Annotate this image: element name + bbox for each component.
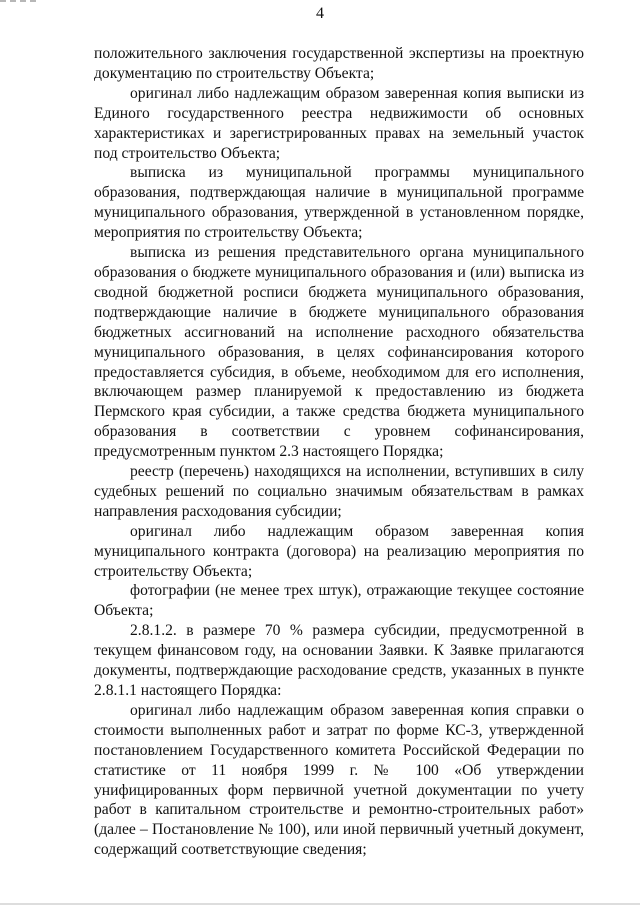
paragraph-3: выписка из муниципальной программы муниципального образования, подтверждающая наличие в муниципальной программе муниципального образования, утвержденной в установленном порядке, мероприятия по строительству Объекта; — [94, 164, 584, 242]
paragraph-5: реестр (перечень) находящихся на исполнении, вступивших в силу судебных решений по социально значимым обязательствам в рамках направления расходования субсидии; — [94, 463, 584, 520]
document-body — [94, 44, 584, 860]
paragraph-6: оригинал либо надлежащим образом заверенная копия муниципального контракта (договора) на реализацию мероприятия по строительству Объекта; — [94, 522, 584, 580]
paragraph-2: оригинал либо надлежащим образом заверенная копия выписки из Единого государственного реестра недвижимости об основных характеристиках и зарегистрированных правах на земельный участок под строительство Объекта; — [94, 84, 584, 162]
paragraph-1: положительного заключения государственной экспертизы на проектную документацию по строительству Объекта; — [94, 45, 584, 82]
paragraph-4: выписка из решения представительного органа муниципального образования о бюджете муниципального образования и (или) выписка из сводной бюджетной росписи бюджета муниципального образования, подтверждающие наличие в бюджете муниципального образования бюджетных ассигнований на исполнение расходного обязательства муниципального образования, в целях софинансирования которого предоставляется субсидия, в объеме, необходимом для его исполнения, включающем размер планируемой к предоставлению из бюджета Пермского края субсидии, а также средства бюджета муниципального образования в соответствии с уровнем софинансирования, предусмотренным пунктом 2.3 настоящего Порядка; — [94, 244, 584, 461]
paragraph-8: 2.8.1.2. в размере 70 % размера субсидии, предусмотренной в текущем финансовом году, на основании Заявки. К Заявке прилагаются документы, подтверждающие расходование средств, указанных в пункте 2.8.1.1 настоящего Порядка: — [94, 622, 584, 699]
page-number: 4 — [316, 5, 324, 22]
paragraph-7: фотографии (не менее трех штук), отражающие текущее состояние Объекта; — [94, 582, 584, 620]
paragraph-9: оригинал либо надлежащим образом заверенная копия справки о стоимости выполненных работ и затрат по форме КС-3, утвержденной постановлением Государственного комитета Российской Федерации по статистике от 11 ноября 1999 г. № 100 «Об утверждении унифицированных форм первичной учетной документации по учету работ в капитальном строительстве и ремонтно-строительных работ» (далее – Постановление № 100), или иной первичный учетный документ, содержащий соответствующие сведения; — [94, 701, 584, 859]
